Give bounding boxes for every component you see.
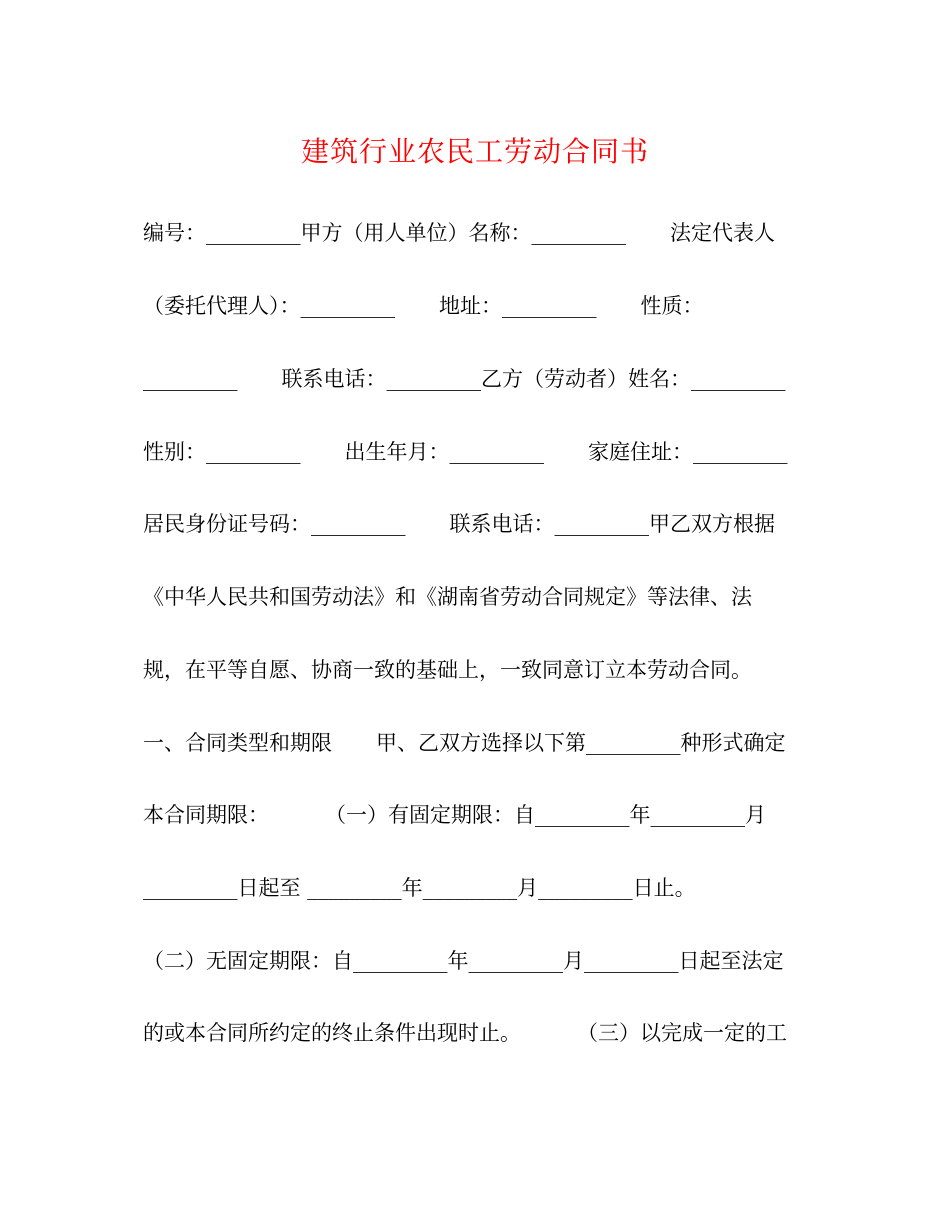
text-segment: 出生年月：_________	[344, 440, 544, 464]
text-line	[143, 218, 813, 248]
text-segment: 地址：_________	[439, 294, 597, 318]
text-line	[143, 800, 813, 830]
text-segment: _________日起至 _________年_________月_________日止。	[143, 876, 696, 900]
text-segment: _________	[143, 367, 238, 391]
text-segment: 甲、乙双方选择以下第_________种形式确定	[376, 731, 786, 755]
document-title: 建筑行业农民工劳动合同书	[300, 135, 649, 168]
text-segment: 的或本合同所约定的终止条件出现时止。	[143, 1021, 521, 1045]
text-line	[143, 655, 813, 685]
text-segment: 家庭住址：_________	[588, 440, 788, 464]
text-line	[143, 873, 813, 903]
section-heading: 一、合同类型和期限	[143, 731, 332, 755]
text-segment: 联系电话：_________乙方（劳动者）姓名：_________	[281, 367, 786, 391]
text-segment: （委托代理人）：_________	[143, 294, 395, 318]
text-segment: 性别：_________	[143, 440, 301, 464]
text-line	[143, 728, 813, 758]
text-line	[143, 291, 813, 321]
text-line	[143, 364, 813, 394]
text-segment: （三）以完成一定的工	[577, 1021, 787, 1045]
text-segment: 性质：	[640, 294, 704, 318]
text-segment: 《中华人民共和国劳动法》和《湖南省劳动合同规定》等法律、法	[143, 585, 752, 609]
text-segment: （一）有固定期限：自_________年_________月	[325, 803, 766, 827]
text-segment: 法定代表人	[670, 221, 775, 245]
text-line	[143, 1018, 813, 1048]
text-segment: （二）无固定期限：自_________年_________月_________日起至法定	[143, 949, 784, 973]
text-segment: 本合同期限：	[143, 803, 269, 827]
text-line	[143, 582, 813, 612]
text-segment: 居民身份证号码：_________	[143, 512, 406, 536]
text-line	[143, 509, 813, 539]
text-segment: 编号：_________甲方（用人单位）名称：_________	[143, 221, 626, 245]
text-segment: 联系电话：_________甲乙双方根据	[449, 512, 775, 536]
text-line	[143, 946, 813, 976]
text-line	[143, 437, 813, 467]
text-segment: 规，在平等自愿、协商一致的基础上，一致同意订立本劳动合同。	[143, 658, 752, 682]
